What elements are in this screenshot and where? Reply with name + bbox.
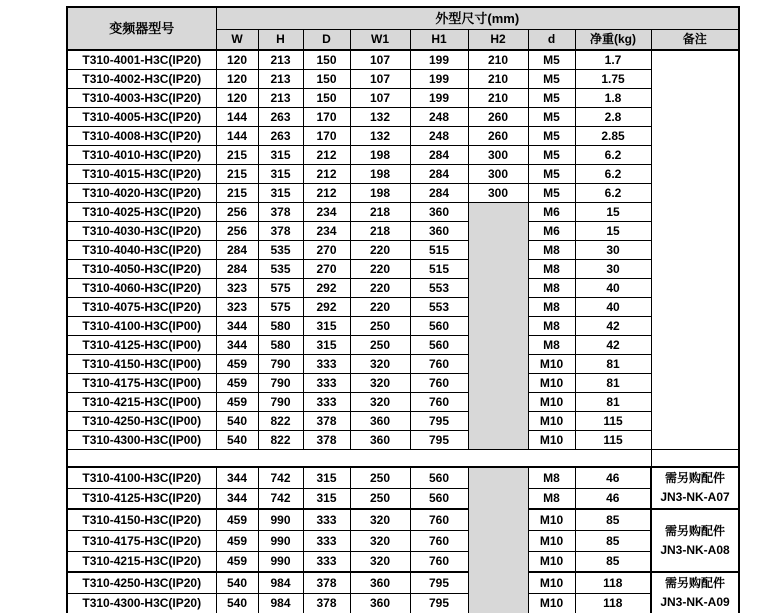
remark-line1: 需另购配件 <box>665 523 726 538</box>
dim-cell: 323 <box>216 278 258 297</box>
dim-cell: 213 <box>258 50 303 69</box>
screw-cell: M5 <box>528 183 575 202</box>
dim-cell: 198 <box>350 164 410 183</box>
model-cell: T310-4040-H3C(IP20) <box>67 240 216 259</box>
dim-cell: 535 <box>258 240 303 259</box>
weight-cell: 46 <box>575 488 651 509</box>
table-header <box>67 7 739 50</box>
dim-cell: 284 <box>410 183 468 202</box>
dim-cell: 315 <box>258 183 303 202</box>
table-row <box>67 335 739 354</box>
screw-cell: M10 <box>528 373 575 392</box>
table-row <box>67 183 739 202</box>
weight-cell: 6.2 <box>575 145 651 164</box>
dim-cell: 459 <box>216 509 258 530</box>
table-row <box>67 467 739 488</box>
dim-cell: 213 <box>258 88 303 107</box>
dim-cell: 990 <box>258 509 303 530</box>
model-cell: T310-4150-H3C(IP20) <box>67 509 216 530</box>
dim-cell: 360 <box>410 221 468 240</box>
weight-cell: 85 <box>575 530 651 551</box>
dim-cell: 575 <box>258 297 303 316</box>
table-row <box>67 316 739 335</box>
dim-cell: 333 <box>303 530 350 551</box>
table-row <box>67 354 739 373</box>
weight-cell: 81 <box>575 373 651 392</box>
remark-group-cell <box>651 467 739 509</box>
col-header-weight: 净重(kg) <box>575 29 651 50</box>
dim-cell: 459 <box>216 373 258 392</box>
dim-cell: 560 <box>410 335 468 354</box>
weight-cell: 40 <box>575 297 651 316</box>
dim-cell: 540 <box>216 430 258 449</box>
dim-cell: 990 <box>258 530 303 551</box>
dim-cell: 284 <box>410 164 468 183</box>
dim-cell: 378 <box>303 572 350 593</box>
dim-cell: 150 <box>303 88 350 107</box>
model-cell: T310-4005-H3C(IP20) <box>67 107 216 126</box>
dim-cell: 790 <box>258 392 303 411</box>
screw-cell: M5 <box>528 126 575 145</box>
dim-cell: 795 <box>410 411 468 430</box>
table-row <box>67 572 739 593</box>
dim-cell: 315 <box>258 164 303 183</box>
model-cell: T310-4100-H3C(IP00) <box>67 316 216 335</box>
dim-cell: 215 <box>216 145 258 164</box>
dim-cell: 360 <box>350 411 410 430</box>
dim-cell: 540 <box>216 593 258 613</box>
model-cell: T310-4125-H3C(IP00) <box>67 335 216 354</box>
screw-cell: M8 <box>528 488 575 509</box>
dim-cell: 320 <box>350 509 410 530</box>
dim-cell: 132 <box>350 126 410 145</box>
table-row <box>67 202 739 221</box>
weight-cell: 42 <box>575 335 651 354</box>
dim-cell: 333 <box>303 551 350 572</box>
weight-cell: 30 <box>575 259 651 278</box>
dim-cell: 315 <box>303 316 350 335</box>
dim-cell: 540 <box>216 572 258 593</box>
weight-cell: 118 <box>575 572 651 593</box>
dim-cell: 199 <box>410 69 468 88</box>
model-cell: T310-4015-H3C(IP20) <box>67 164 216 183</box>
screw-cell: M6 <box>528 221 575 240</box>
dim-cell: 795 <box>410 572 468 593</box>
dim-cell: 535 <box>258 259 303 278</box>
dimensions-group-header: 外型尺寸(mm) <box>216 7 739 29</box>
screw-cell: M5 <box>528 107 575 126</box>
weight-cell: 42 <box>575 316 651 335</box>
dim-cell: 742 <box>258 488 303 509</box>
model-cell: T310-4003-H3C(IP20) <box>67 88 216 107</box>
model-cell: T310-4125-H3C(IP20) <box>67 488 216 509</box>
dim-cell: 320 <box>350 392 410 411</box>
weight-cell: 85 <box>575 509 651 530</box>
col-header-h1: H1 <box>410 29 468 50</box>
dim-cell: 360 <box>350 572 410 593</box>
dim-cell: 120 <box>216 69 258 88</box>
screw-cell: M8 <box>528 278 575 297</box>
dim-cell: 822 <box>258 430 303 449</box>
dim-cell: 284 <box>216 259 258 278</box>
screw-cell: M5 <box>528 145 575 164</box>
table-row <box>67 488 739 509</box>
dim-cell: 459 <box>216 354 258 373</box>
dim-cell: 248 <box>410 126 468 145</box>
dim-cell: 378 <box>258 221 303 240</box>
dim-cell: 256 <box>216 221 258 240</box>
dim-cell: 263 <box>258 126 303 145</box>
dim-cell: 320 <box>350 354 410 373</box>
col-header-w: W <box>216 29 258 50</box>
dim-cell: 575 <box>258 278 303 297</box>
remark-group-cell <box>651 509 739 572</box>
screw-cell: M6 <box>528 202 575 221</box>
table-row <box>67 107 739 126</box>
screw-cell: M8 <box>528 240 575 259</box>
table-row <box>67 392 739 411</box>
weight-cell: 81 <box>575 354 651 373</box>
dim-cell: 220 <box>350 240 410 259</box>
dim-cell: 284 <box>216 240 258 259</box>
dim-cell: 790 <box>258 373 303 392</box>
weight-cell: 40 <box>575 278 651 297</box>
dim-cell: 515 <box>410 259 468 278</box>
h2-shaded-cell <box>468 202 528 449</box>
dim-cell: 212 <box>303 183 350 202</box>
table-row <box>67 430 739 449</box>
dim-cell: 210 <box>468 69 528 88</box>
dim-cell: 260 <box>468 107 528 126</box>
model-cell: T310-4300-H3C(IP00) <box>67 430 216 449</box>
dim-cell: 560 <box>410 488 468 509</box>
dim-cell: 250 <box>350 488 410 509</box>
dim-cell: 213 <box>258 69 303 88</box>
dim-cell: 199 <box>410 88 468 107</box>
dim-cell: 990 <box>258 551 303 572</box>
dim-cell: 234 <box>303 202 350 221</box>
model-cell: T310-4215-H3C(IP00) <box>67 392 216 411</box>
dim-cell: 540 <box>216 411 258 430</box>
table-row <box>67 69 739 88</box>
dim-cell: 198 <box>350 145 410 164</box>
dim-cell: 212 <box>303 145 350 164</box>
dim-cell: 210 <box>468 88 528 107</box>
weight-cell: 118 <box>575 593 651 613</box>
col-header-remark: 备注 <box>651 29 739 50</box>
dim-cell: 315 <box>303 335 350 354</box>
remark-line1: 需另购配件 <box>665 471 726 485</box>
dim-cell: 320 <box>350 530 410 551</box>
screw-cell: M8 <box>528 297 575 316</box>
dim-cell: 248 <box>410 107 468 126</box>
dim-cell: 790 <box>258 354 303 373</box>
dim-cell: 515 <box>410 240 468 259</box>
dim-cell: 333 <box>303 509 350 530</box>
screw-cell: M8 <box>528 335 575 354</box>
dim-cell: 300 <box>468 145 528 164</box>
model-cell: T310-4025-H3C(IP20) <box>67 202 216 221</box>
model-cell: T310-4002-H3C(IP20) <box>67 69 216 88</box>
dim-cell: 292 <box>303 278 350 297</box>
dim-cell: 984 <box>258 572 303 593</box>
model-cell: T310-4175-H3C(IP00) <box>67 373 216 392</box>
model-cell: T310-4020-H3C(IP20) <box>67 183 216 202</box>
remark-group-cell <box>651 572 739 613</box>
dim-cell: 459 <box>216 530 258 551</box>
dim-cell: 150 <box>303 50 350 69</box>
table-row <box>67 88 739 107</box>
table-row <box>67 449 739 467</box>
model-cell: T310-4030-H3C(IP20) <box>67 221 216 240</box>
dim-cell: 760 <box>410 551 468 572</box>
dim-cell: 459 <box>216 392 258 411</box>
dim-cell: 220 <box>350 259 410 278</box>
model-cell: T310-4215-H3C(IP20) <box>67 551 216 572</box>
screw-cell: M8 <box>528 259 575 278</box>
weight-cell: 6.2 <box>575 183 651 202</box>
col-header-screw: d <box>528 29 575 50</box>
dim-cell: 984 <box>258 593 303 613</box>
dim-cell: 107 <box>350 69 410 88</box>
dim-cell: 580 <box>258 316 303 335</box>
dim-cell: 284 <box>410 145 468 164</box>
dim-cell: 198 <box>350 183 410 202</box>
remark-empty-cell <box>651 50 739 449</box>
dim-cell: 378 <box>303 411 350 430</box>
table-row <box>67 411 739 430</box>
weight-cell: 15 <box>575 221 651 240</box>
remark-line2: JN3-NK-A09 <box>660 595 730 609</box>
dim-cell: 218 <box>350 202 410 221</box>
dim-cell: 144 <box>216 126 258 145</box>
dim-cell: 760 <box>410 373 468 392</box>
table-row <box>67 126 739 145</box>
dim-cell: 234 <box>303 221 350 240</box>
h2-shaded-cell <box>468 467 528 613</box>
model-cell: T310-4001-H3C(IP20) <box>67 50 216 69</box>
model-cell: T310-4060-H3C(IP20) <box>67 278 216 297</box>
col-header-w1: W1 <box>350 29 410 50</box>
dim-cell: 315 <box>303 467 350 488</box>
dim-cell: 250 <box>350 316 410 335</box>
screw-cell: M10 <box>528 430 575 449</box>
table-row <box>67 297 739 316</box>
dim-cell: 333 <box>303 392 350 411</box>
col-header-d: D <box>303 29 350 50</box>
dim-cell: 360 <box>350 430 410 449</box>
dim-cell: 320 <box>350 373 410 392</box>
weight-cell: 85 <box>575 551 651 572</box>
table-row <box>67 373 739 392</box>
dimensions-table <box>66 6 740 613</box>
dim-cell: 580 <box>258 335 303 354</box>
dim-cell: 260 <box>468 126 528 145</box>
blank-spacer-cell <box>67 449 651 467</box>
screw-cell: M5 <box>528 50 575 69</box>
remark-line2: JN3-NK-A07 <box>660 490 730 504</box>
dim-cell: 212 <box>303 164 350 183</box>
weight-cell: 1.75 <box>575 69 651 88</box>
dim-cell: 256 <box>216 202 258 221</box>
weight-cell: 46 <box>575 467 651 488</box>
table-row <box>67 221 739 240</box>
dim-cell: 220 <box>350 297 410 316</box>
weight-cell: 30 <box>575 240 651 259</box>
dim-cell: 378 <box>258 202 303 221</box>
dim-cell: 215 <box>216 183 258 202</box>
weight-cell: 1.8 <box>575 88 651 107</box>
dim-cell: 292 <box>303 297 350 316</box>
screw-cell: M10 <box>528 509 575 530</box>
dim-cell: 344 <box>216 335 258 354</box>
screw-cell: M10 <box>528 572 575 593</box>
model-cell: T310-4250-H3C(IP20) <box>67 572 216 593</box>
dim-cell: 344 <box>216 488 258 509</box>
dim-cell: 315 <box>258 145 303 164</box>
table-row <box>67 593 739 613</box>
dim-cell: 315 <box>303 488 350 509</box>
dim-cell: 199 <box>410 50 468 69</box>
model-cell: T310-4300-H3C(IP20) <box>67 593 216 613</box>
dim-cell: 333 <box>303 373 350 392</box>
screw-cell: M10 <box>528 551 575 572</box>
model-cell: T310-4050-H3C(IP20) <box>67 259 216 278</box>
weight-cell: 115 <box>575 411 651 430</box>
remark-line1: 需另购配件 <box>665 576 726 590</box>
dim-cell: 218 <box>350 221 410 240</box>
model-cell: T310-4150-H3C(IP00) <box>67 354 216 373</box>
dim-cell: 459 <box>216 551 258 572</box>
screw-cell: M10 <box>528 392 575 411</box>
dim-cell: 553 <box>410 278 468 297</box>
dim-cell: 170 <box>303 126 350 145</box>
dim-cell: 270 <box>303 240 350 259</box>
model-cell: T310-4075-H3C(IP20) <box>67 297 216 316</box>
table-row <box>67 509 739 530</box>
dim-cell: 378 <box>303 430 350 449</box>
model-cell: T310-4008-H3C(IP20) <box>67 126 216 145</box>
model-cell: T310-4100-H3C(IP20) <box>67 467 216 488</box>
screw-cell: M5 <box>528 88 575 107</box>
dim-cell: 215 <box>216 164 258 183</box>
table-row <box>67 278 739 297</box>
dim-cell: 360 <box>410 202 468 221</box>
weight-cell: 2.8 <box>575 107 651 126</box>
dim-cell: 560 <box>410 467 468 488</box>
table-row <box>67 551 739 572</box>
weight-cell: 1.7 <box>575 50 651 69</box>
screw-cell: M5 <box>528 164 575 183</box>
dim-cell: 120 <box>216 88 258 107</box>
screw-cell: M10 <box>528 354 575 373</box>
dim-cell: 132 <box>350 107 410 126</box>
dim-cell: 300 <box>468 183 528 202</box>
table-row <box>67 164 739 183</box>
dim-cell: 360 <box>350 593 410 613</box>
screw-cell: M5 <box>528 69 575 88</box>
weight-cell: 115 <box>575 430 651 449</box>
model-cell: T310-4175-H3C(IP20) <box>67 530 216 551</box>
weight-cell: 15 <box>575 202 651 221</box>
dim-cell: 760 <box>410 509 468 530</box>
dim-cell: 220 <box>350 278 410 297</box>
dim-cell: 344 <box>216 467 258 488</box>
dim-cell: 742 <box>258 467 303 488</box>
col-header-h2: H2 <box>468 29 528 50</box>
table-body <box>67 50 739 613</box>
table-row <box>67 145 739 164</box>
dim-cell: 250 <box>350 335 410 354</box>
model-cell: T310-4010-H3C(IP20) <box>67 145 216 164</box>
dim-cell: 822 <box>258 411 303 430</box>
model-cell: T310-4250-H3C(IP00) <box>67 411 216 430</box>
table-row <box>67 259 739 278</box>
col-header-h: H <box>258 29 303 50</box>
dim-cell: 270 <box>303 259 350 278</box>
dim-cell: 120 <box>216 50 258 69</box>
dim-cell: 263 <box>258 107 303 126</box>
blank-remark-cell <box>651 449 739 467</box>
screw-cell: M8 <box>528 467 575 488</box>
screw-cell: M8 <box>528 316 575 335</box>
weight-cell: 6.2 <box>575 164 651 183</box>
dim-cell: 560 <box>410 316 468 335</box>
dim-cell: 323 <box>216 297 258 316</box>
screw-cell: M10 <box>528 530 575 551</box>
weight-cell: 81 <box>575 392 651 411</box>
dim-cell: 150 <box>303 69 350 88</box>
header-row-1 <box>67 7 739 29</box>
screw-cell: M10 <box>528 411 575 430</box>
dim-cell: 795 <box>410 430 468 449</box>
table-row <box>67 50 739 69</box>
dim-cell: 553 <box>410 297 468 316</box>
dim-cell: 760 <box>410 392 468 411</box>
dim-cell: 250 <box>350 467 410 488</box>
dim-cell: 107 <box>350 50 410 69</box>
weight-cell: 2.85 <box>575 126 651 145</box>
dim-cell: 210 <box>468 50 528 69</box>
dim-cell: 333 <box>303 354 350 373</box>
remark-line2: JN3-NK-A08 <box>660 542 730 557</box>
model-column-header: 变频器型号 <box>67 7 216 50</box>
dim-cell: 144 <box>216 107 258 126</box>
dim-cell: 795 <box>410 593 468 613</box>
dim-cell: 170 <box>303 107 350 126</box>
dim-cell: 107 <box>350 88 410 107</box>
dim-cell: 760 <box>410 354 468 373</box>
dim-cell: 378 <box>303 593 350 613</box>
table-row <box>67 530 739 551</box>
screw-cell: M10 <box>528 593 575 613</box>
table-row <box>67 240 739 259</box>
dim-cell: 320 <box>350 551 410 572</box>
dim-cell: 344 <box>216 316 258 335</box>
dim-cell: 760 <box>410 530 468 551</box>
dim-cell: 300 <box>468 164 528 183</box>
